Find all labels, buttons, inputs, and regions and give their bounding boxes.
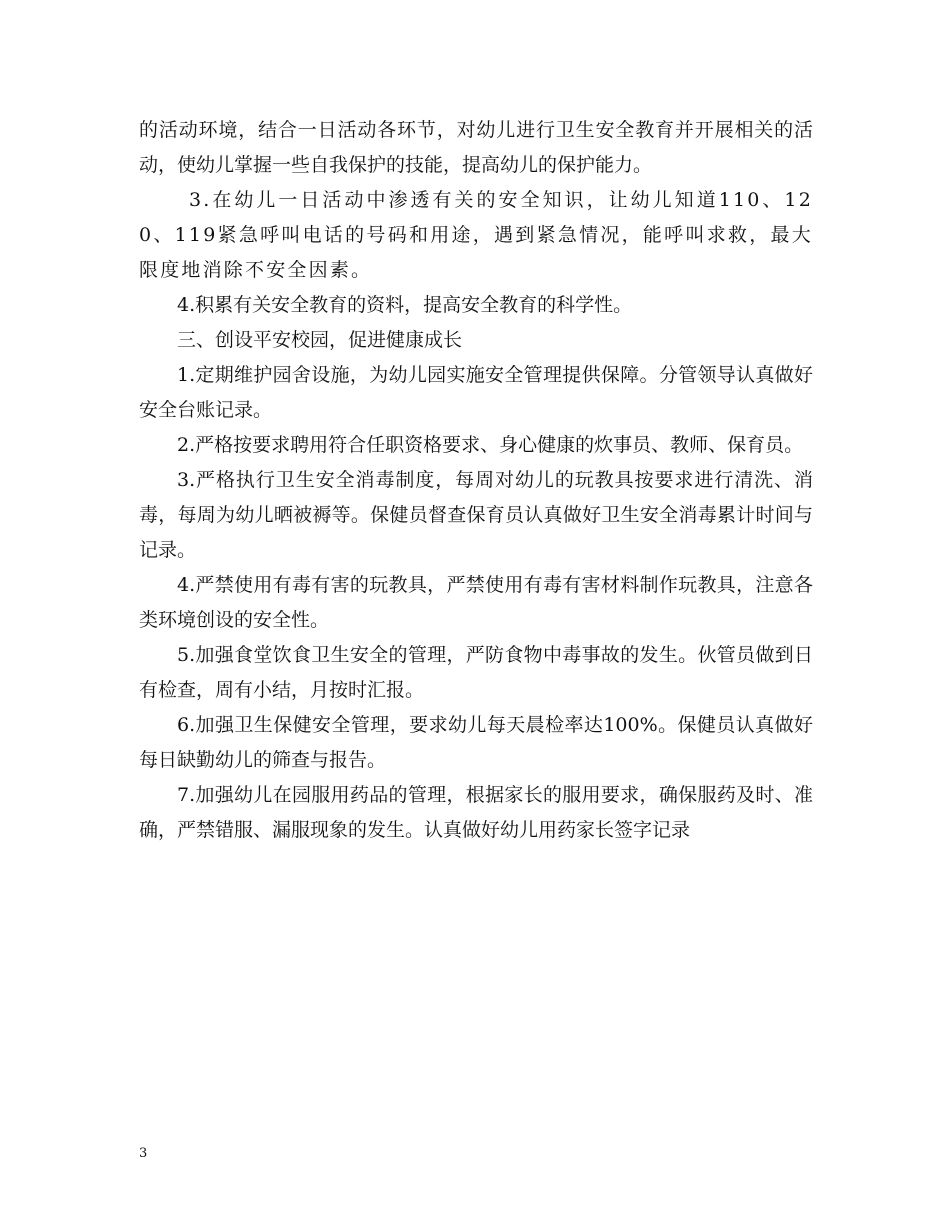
paragraph-item-6-health: 6.加强卫生保健安全管理，要求幼儿每天晨检率达100%。保健员认真做好每日缺勤幼儿的筛查与报告。 bbox=[139, 714, 813, 771]
document-body bbox=[139, 113, 813, 848]
paragraph-item-3-safety-knowledge: 3.在幼儿一日活动中渗透有关的安全知识，让幼儿知道110、120、119紧急呼叫电话的号码和用途，遇到紧急情况，能呼叫求救，最大限度地消除不安全因素。 bbox=[139, 189, 813, 281]
page-number: 3 bbox=[139, 1146, 148, 1161]
paragraph-item-3-disinfection: 3.严格执行卫生安全消毒制度，每周对幼儿的玩教具按要求进行清洗、消毒，每周为幼儿晒被褥等。保健员督查保育员认真做好卫生安全消毒累计时间与记录。 bbox=[139, 469, 813, 561]
paragraph-item-2-staff: 2.严格按要求聘用符合任职资格要求、身心健康的炊事员、教师、保育员。 bbox=[177, 434, 804, 456]
paragraph-item-7-medicine: 7.加强幼儿在园服用药品的管理，根据家长的服用要求，确保服药及时、准确，严禁错服、漏服现象的发生。认真做好幼儿用药家长签字记录 bbox=[139, 784, 813, 841]
paragraph-item-1-facilities: 1.定期维护园舍设施，为幼儿园实施安全管理提供保障。分管领导认真做好安全台账记录。 bbox=[139, 364, 813, 421]
paragraph-item-5-canteen: 5.加强食堂饮食卫生安全的管理，严防食物中毒事故的发生。伙管员做到日有检查，周有小结，月按时汇报。 bbox=[139, 644, 813, 701]
section-heading-safe-campus: 三、创设平安校园，促进健康成长 bbox=[177, 329, 463, 351]
paragraph-item-4-materials: 4.积累有关安全教育的资料，提高安全教育的科学性。 bbox=[177, 294, 633, 316]
paragraph-item-4-toys: 4.严禁使用有毒有害的玩教具，严禁使用有毒有害材料制作玩教具，注意各类环境创设的安全性。 bbox=[139, 574, 813, 631]
paragraph-activity-environment: 的活动环境，结合一日活动各环节，对幼儿进行卫生安全教育并开展相关的活动，使幼儿掌握一些自我保护的技能，提高幼儿的保护能力。 bbox=[139, 119, 813, 176]
